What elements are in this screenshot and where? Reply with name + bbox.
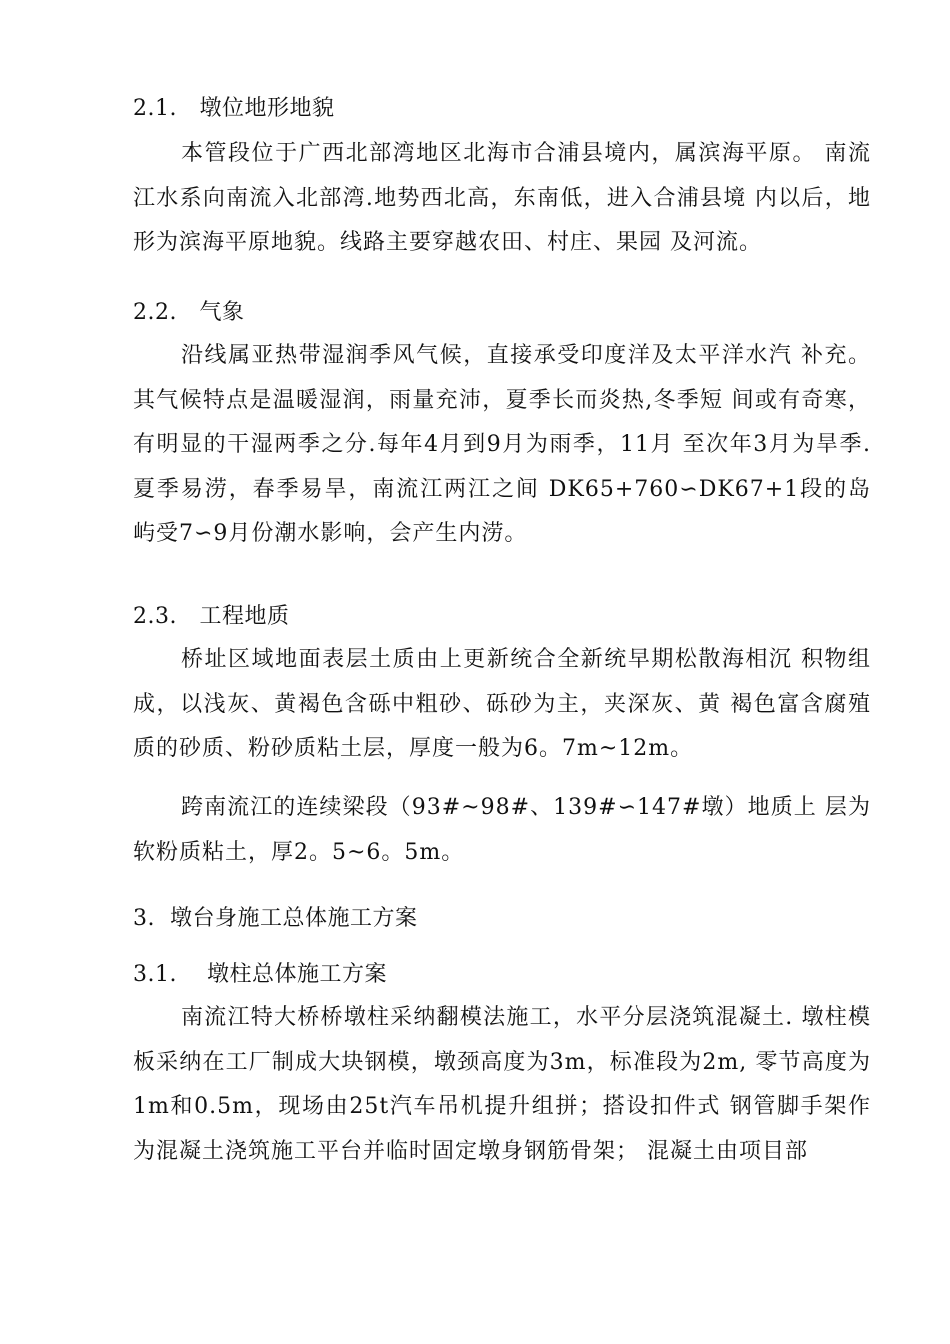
section-heading-2-2: 2.2. 气象 <box>133 300 245 325</box>
section-heading-2-3: 2.3. 工程地质 <box>133 604 290 629</box>
paragraph-geology: 桥址区域地面表层土质由上更新统合全新统早期松散海相沉 积物组成，以浅灰、黄褐色含砾中粗砂、砾砂为主，夹深灰、黄 褐色富含腐殖质的砂质、粉砂质粘土层，厚度一般为6。7m~12m。 <box>133 647 871 761</box>
section-heading-3-1: 3.1. 墩柱总体施工方案 <box>133 962 387 987</box>
paragraph-pier-construction: 南流江特大桥桥墩柱采纳翻模法施工，水平分层浇筑混凝土. 墩柱模板采纳在工厂制成大块钢模，墩颈高度为3m，标准段为2m, 零节高度为1m和0.5m，现场由25t汽车吊机提升组拼；搭设扣件式 钢管脚手架作为混凝土浇筑施工平台并临时固定墩身钢筋骨架； 混凝土由项目部 <box>133 1005 871 1164</box>
section-heading-3: 3. 墩台身施工总体施工方案 <box>133 906 418 931</box>
paragraph-terrain: 本管段位于广西北部湾地区北海市合浦县境内，属滨海平原。 南流江水系向南流入北部湾.地势西北高，东南低，进入合浦县境 内以后，地形为滨海平原地貌。线路主要穿越农田、村庄、果园 及河流。 <box>133 141 871 255</box>
section-heading-2-1: 2.1. 墩位地形地貌 <box>133 96 335 121</box>
paragraph-climate: 沿线属亚热带湿润季风气候，直接承受印度洋及太平洋水汽 补充。其气候特点是温暖湿润，雨量充沛，夏季长而炎热,冬季短 间或有奇寒，有明显的干湿两季之分.每年4月到9月为雨季，11月 至次年3月为旱季.夏季易涝，春季易旱，南流江两江之间 DK65+760∽DK67+1段的岛屿受7∽9月份潮水影响，会产生内涝。 <box>133 343 871 546</box>
paragraph-continuous-beam-geology: 跨南流江的连续梁段（93#~98#、139#∽147#墩）地质上 层为软粉质粘土，厚2。5~6。5m。 <box>133 795 871 865</box>
